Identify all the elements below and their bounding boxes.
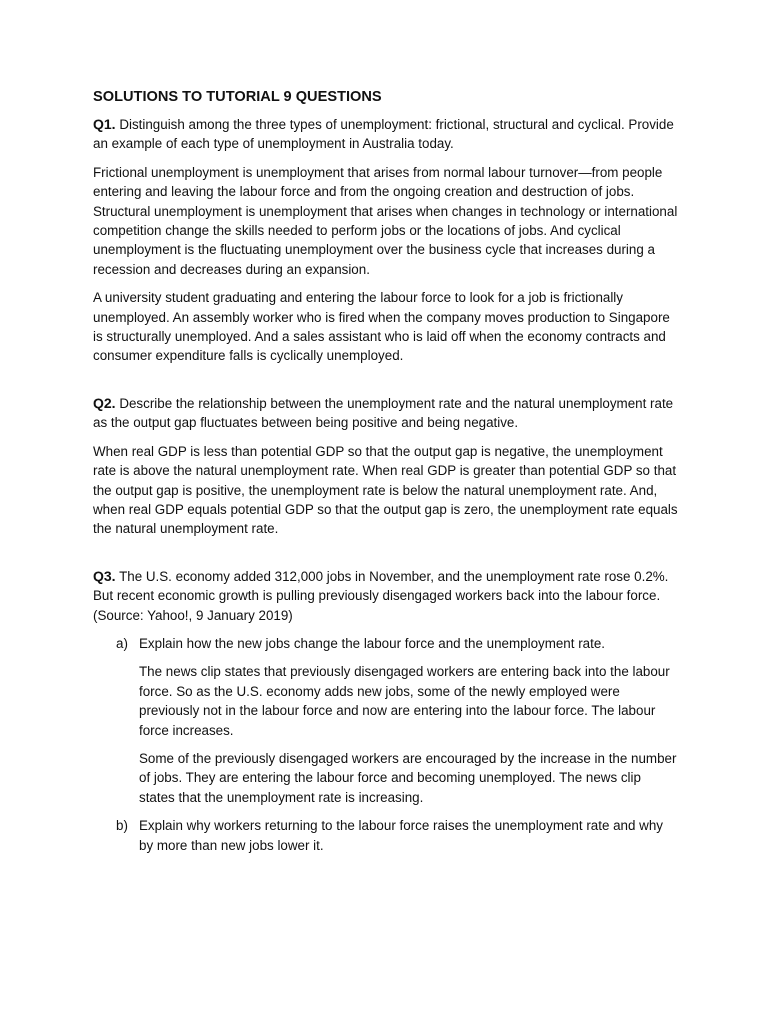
q1-question-text: Distinguish among the three types of unemployment: frictional, structural and cyclical. Provide an example of each type of unemployment in Australia today. [93, 117, 674, 152]
q3-part-b-marker: b) [116, 818, 128, 834]
q1-question [93, 115, 679, 154]
q2-label: Q2. [93, 394, 116, 411]
q2-question-text: Describe the relationship between the unemployment rate and the natural unemployment rate as the output gap fluctuates between being positive and being negative. [93, 395, 674, 431]
q3-part-a-answer-2: Some of the previously disengaged workers are encouraged by the increase in the number of jobs. They are entering the labour force and becoming unemployed. The news clip states that the unemployment rate is increasing. [139, 750, 677, 805]
q2-answer-paragraph: When real GDP is less than potential GDP so that the output gap is negative, the unemployment rate is above the natural unemployment rate. When real GDP is greater than potential GDP so that the output gap is positive, the unemployment rate is below the natural unemployment rate. And, when real GDP equals potential GDP so that the output gap is zero, the unemployment rate equals the natural unemployment rate. [93, 443, 678, 537]
q3-part-a-answer-1: The news clip states that previously disengaged workers are entering back into the labour force. So as the U.S. economy adds new jobs, some of the newly employed were previously not in the labour force and now are entering into the labour force. The labour force increases. [139, 664, 670, 738]
q3-question-text: The U.S. economy added 312,000 jobs in November, and the unemployment rate rose 0.2%. But recent economic growth is pulling previously disengaged workers back into the labour force. (Source: Yahoo!, 9 January 2019) [93, 568, 669, 623]
q3-part-a-marker: a) [116, 635, 128, 651]
q1-label: Q1. [93, 116, 116, 132]
q3-part-b-text: Explain why workers returning to the labour force raises the unemployment rate and why by more than new jobs lower it. [139, 818, 663, 853]
page-title: SOLUTIONS TO TUTORIAL 9 QUESTIONS [93, 89, 382, 105]
section-spacer [93, 375, 679, 394]
q1-answer-paragraph-1: Frictional unemployment is unemployment that arises from normal labour turnover—from people entering and leaving the labour force and from the ongoing creation and destruction of jobs. Structural unemployment is unemployment that arises when changes in technology or international competition change the skills needed to perform jobs or the locations of jobs. And cyclical unemployment is the fluctuating unemployment over the business cycle that increases during a recession and decreases during an expansion. [93, 164, 678, 277]
q1-answer-paragraph-2: A university student graduating and entering the labour force to look for a job is frictionally unemployed. An assembly worker who is fired when the company moves production to Singapore is structurally unemployed. And a sales assistant who is laid off when the economy contracts and consumer expenditure falls is cyclically unemployed. [93, 290, 670, 364]
section-spacer [93, 548, 679, 567]
document-page [93, 86, 679, 864]
q3-part-b [93, 816, 679, 855]
q2-question [93, 394, 679, 433]
q3-label: Q3. [93, 567, 116, 584]
q3-part-a-text: Explain how the new jobs change the labour force and the unemployment rate. [139, 635, 605, 651]
q3-question [93, 567, 679, 625]
q3-part-a [93, 634, 679, 653]
